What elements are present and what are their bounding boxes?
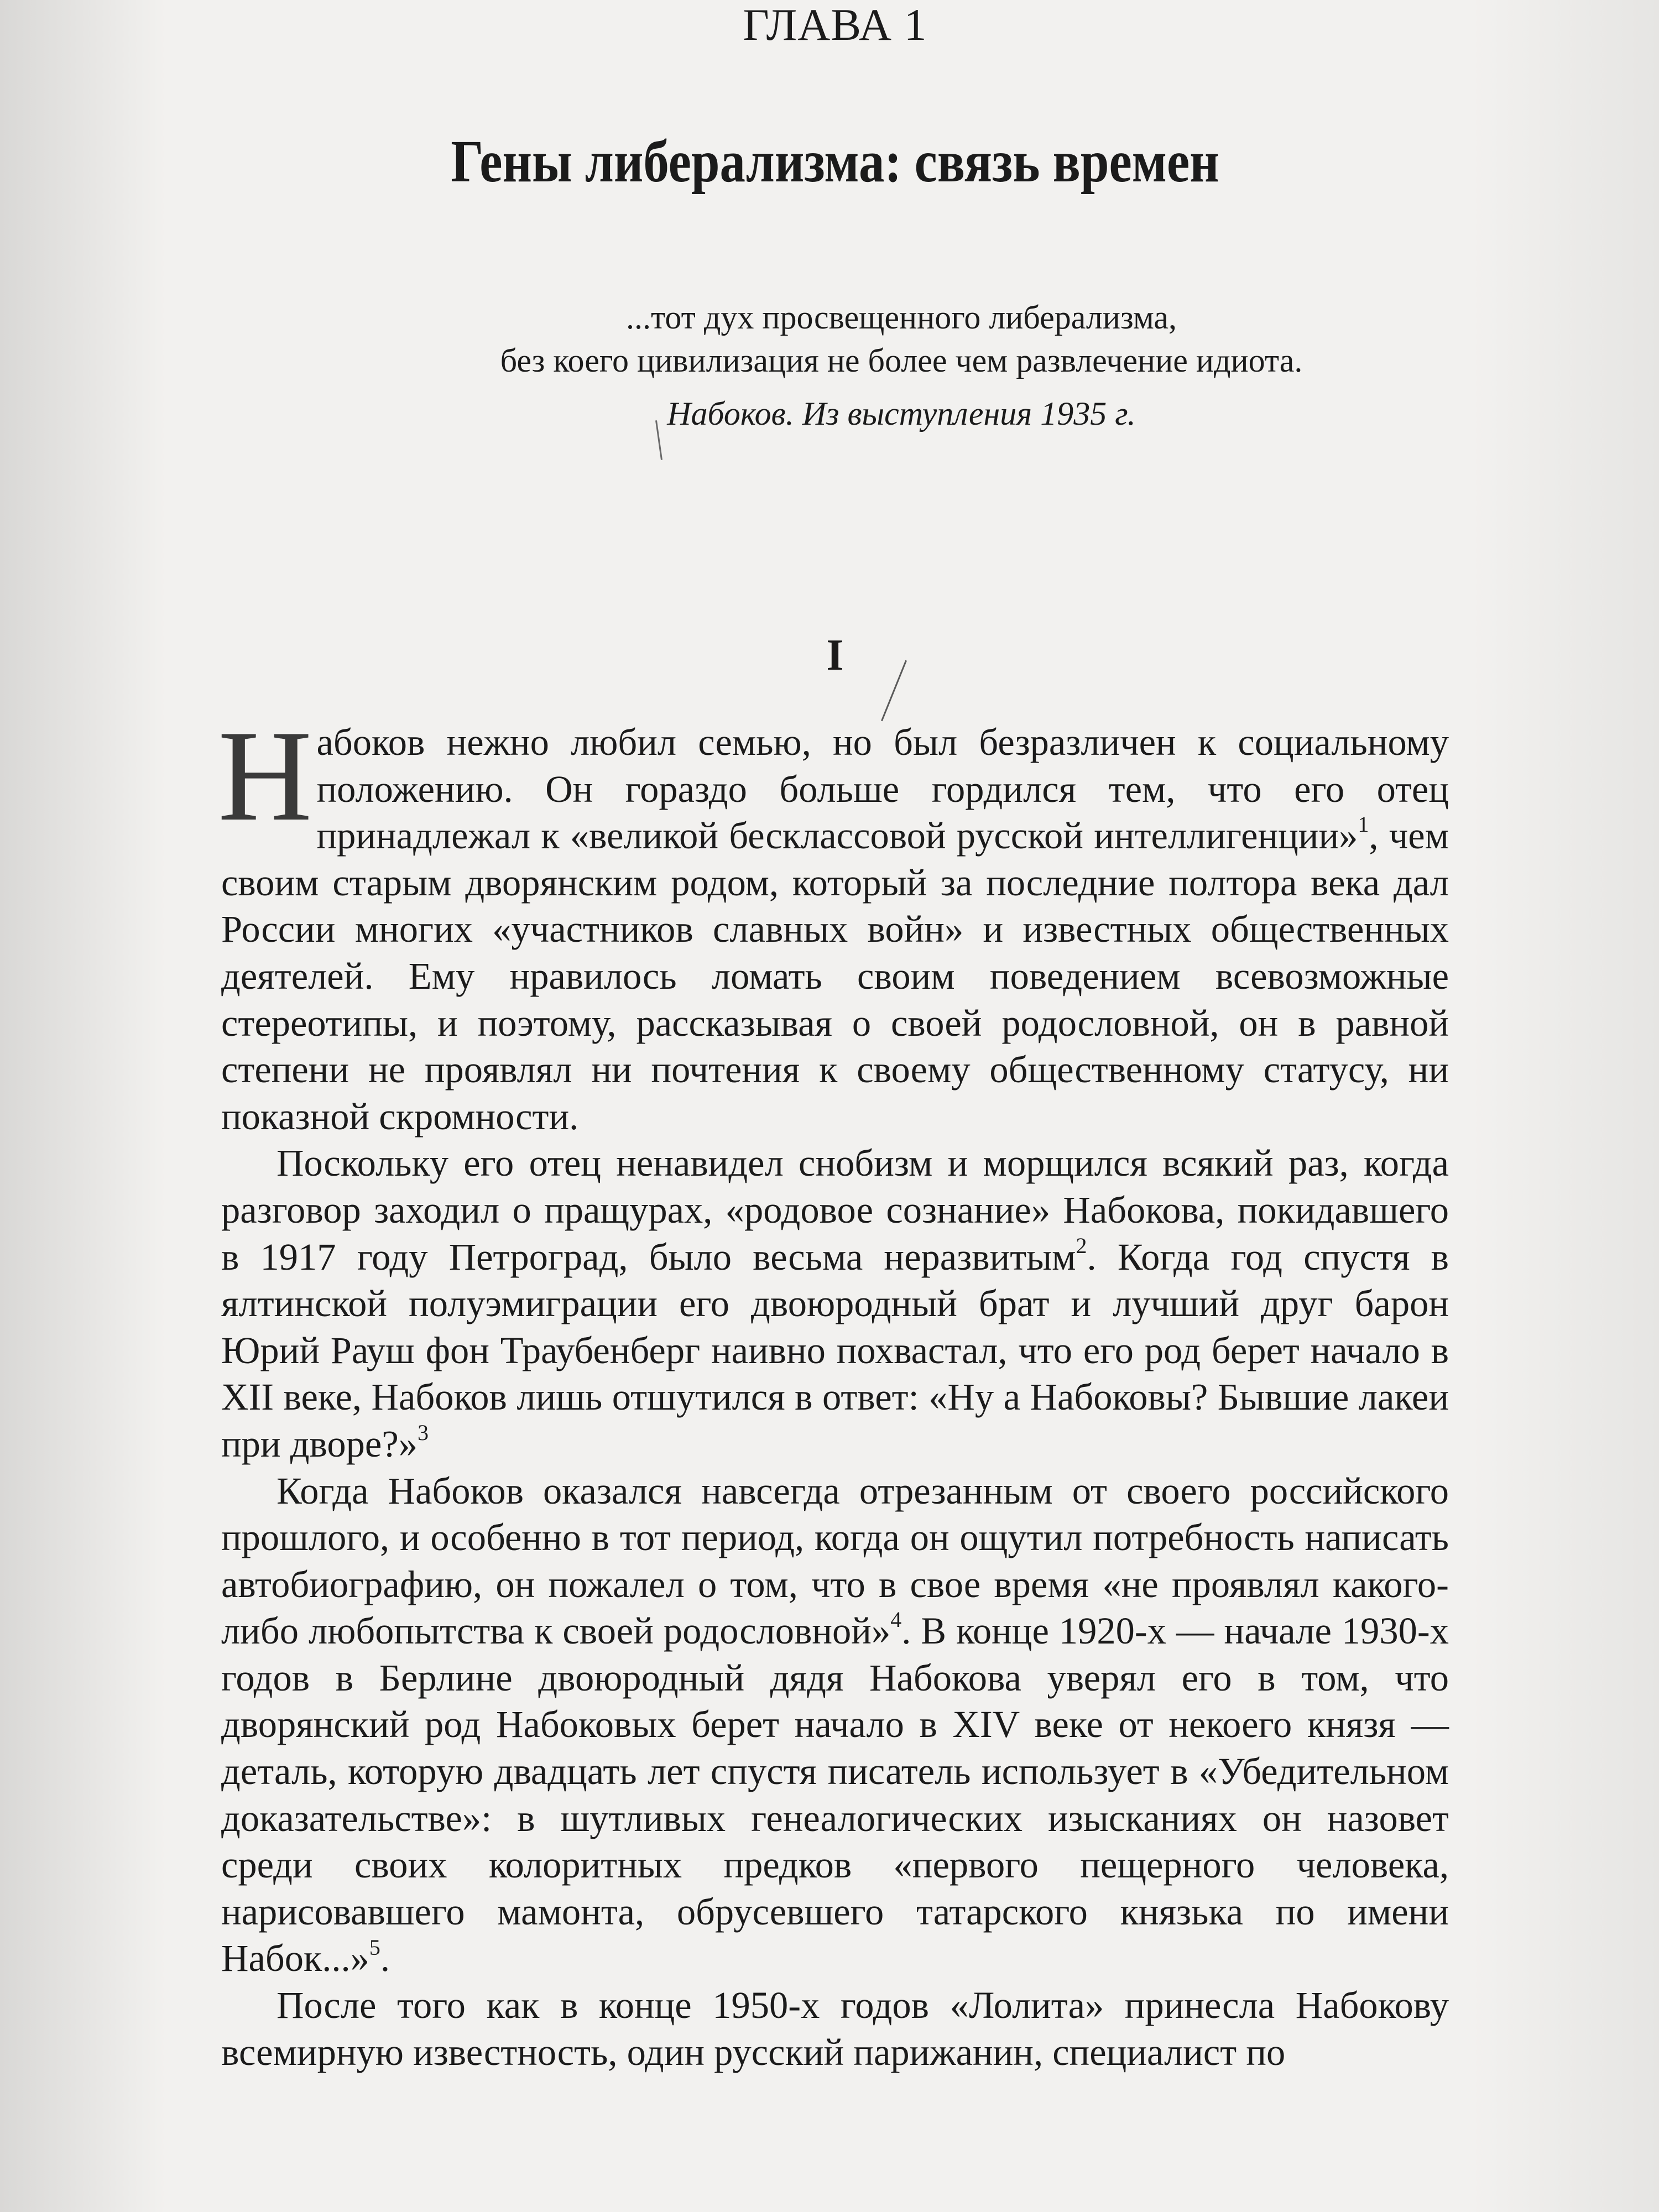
epigraph-source: Набоков. Из выступления 1935 г. <box>667 395 1136 432</box>
paragraph-2-text-a: Поскольку его отец ненавидел снобизм и морщился всякий раз, когда разговор заходил о пращурах, «родовое сознание» Набокова, покидавшего в 1917 году Петроград, было весьма неразвитым <box>221 1142 1449 1278</box>
paragraph-3-text-c: . <box>380 1937 390 1980</box>
footnote-ref-1[interactable]: 1 <box>1358 812 1369 837</box>
footnote-ref-5[interactable]: 5 <box>369 1934 380 1960</box>
page-edge-shadow <box>1471 0 1659 2212</box>
epigraph <box>365 296 1438 435</box>
paragraph-2 <box>221 1140 1449 1467</box>
page-gutter-shadow <box>0 0 166 2212</box>
paragraph-1 <box>218 704 1449 1140</box>
paragraph-1-text-b: , чем своим старым дворянским родом, который за последние полтора века дал России многих «участников славных войн» и известных общественных деятелей. Ему нравилось ломать своим поведением всевозможные стереотипы, и поэтому, рассказывая о своей родословной, он в равной степени не проявлял ни почтения к своему общественному статусу, ни показной скромности. <box>221 815 1449 1138</box>
book-page <box>218 0 1449 2212</box>
paragraph-3 <box>221 1468 1449 1983</box>
drop-cap: Н <box>218 704 312 848</box>
footnote-ref-3[interactable]: 3 <box>417 1420 429 1446</box>
epigraph-line-1: ...тот дух просвещенного либерализма, <box>625 299 1177 336</box>
paragraph-3-text-b: . В конце 1920-х — начале 1930-х годов в Берлине двоюродный дядя Набокова уверял его в том, что дворянский род Набоковых берет начало в XIV веке от некоего князя — деталь, которую двадцать лет спустя писатель использует в «Убедительном доказательстве»: в шутливых генеалогических изысканиях он назовет среди своих колоритных предков «первого пещерного человека, нарисовавшего мамонта, обрусевшего татарского князька по имени Набок...» <box>221 1610 1449 1980</box>
epigraph-line-2: без коего цивилизация не более чем развлечение идиота. <box>500 342 1303 379</box>
paragraph-1-text-a: абоков нежно любил семью, но был безразличен к социальному положению. Он гораздо больше гордился тем, что его отец принадлежал к «великой бесклассовой русской интеллигенции» <box>316 721 1449 857</box>
paragraph-3-text-a: Когда Набоков оказался навсегда отрезанным от своего российского прошлого, и особенно в тот период, когда он ощутил потребность написать автобиографию, он пожалел о том, что в свое время «не проявлял какого-либо любопытства к своей родословной» <box>221 1469 1449 1652</box>
footnote-ref-2[interactable]: 2 <box>1076 1233 1087 1258</box>
paragraph-2-text-b: . Когда год спустя в ялтинской полуэмиграции его двоюродный брат и лучший друг барон Юрий Рауш фон Траубенберг наивно похвастал, что его род берет начало в XII веке, Набоков лишь отшутился в ответ: «Ну а Набоковы? Бывшие лакеи при дворе?» <box>221 1235 1449 1465</box>
paragraph-4-text-a: После того как в конце 1950-х годов «Лолита» принесла Набокову всемирную известность, один русский парижанин, специалист по <box>221 1984 1449 2073</box>
chapter-body <box>218 704 1449 2075</box>
paragraph-4 <box>221 1982 1449 2075</box>
footnote-ref-4[interactable]: 4 <box>890 1607 902 1632</box>
chapter-title: Гены либерализма: связь времен <box>451 129 1219 195</box>
chapter-label: ГЛАВА 1 <box>743 0 927 50</box>
section-number: I <box>826 631 844 680</box>
